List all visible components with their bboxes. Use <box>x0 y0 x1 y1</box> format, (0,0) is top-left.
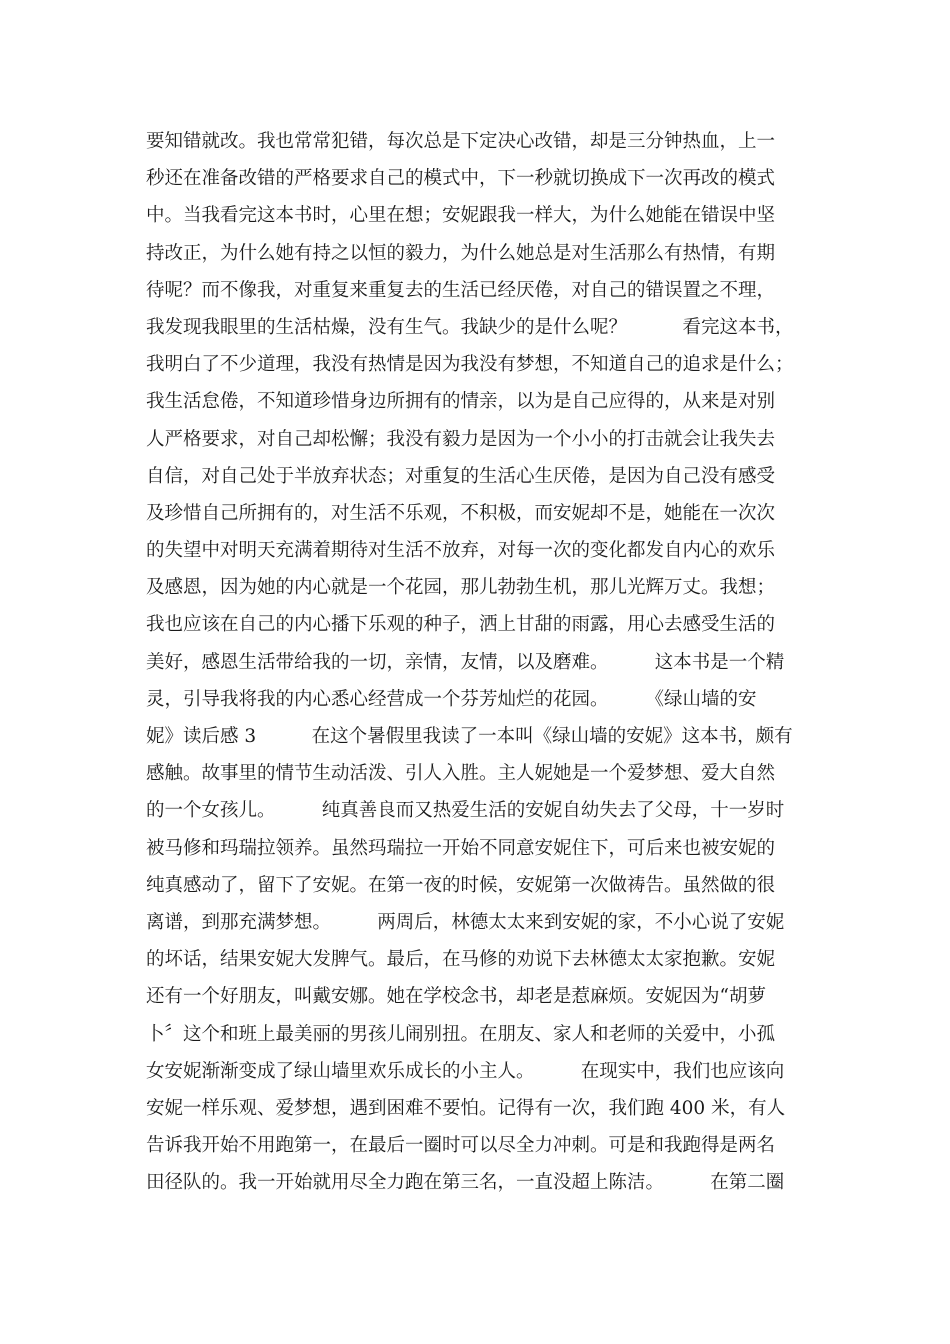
text-line: 持改正，为什么她有持之以恒的毅力，为什么她总是对生活那么有热情，有期 <box>146 242 776 264</box>
text-line: 离谱，到那充满梦想。 两周后，林德太太来到安妮的家，不小心说了安妮 <box>146 911 785 933</box>
text-line: 还有一个好朋友，叫戴安娜。她在学校念书，却老是惹麻烦。安妮因为“胡萝 <box>146 986 766 1008</box>
text-line: 我发现我眼里的生活枯燥，没有生气。我缺少的是什么呢？ 看完这本书， <box>146 316 794 338</box>
text-line: 人严格要求，对自己却松懈；我没有毅力是因为一个小小的打击就会让我失去 <box>146 428 776 450</box>
text-line: 待呢？而不像我，对重复来重复去的生活已经厌倦，对自己的错误置之不理， <box>146 279 776 301</box>
text-line: 田径队的。我一开始就用尽全力跑在第三名，一直没超上陈洁。 在第二圈 <box>146 1172 785 1194</box>
text-line: 要知错就改。我也常常犯错，每次总是下定决心改错，却是三分钟热血，上一 <box>146 131 776 152</box>
text-line: 灵，引导我将我的内心悉心经营成一个芬芳灿烂的花园。 《绿山墙的安 <box>146 688 757 710</box>
text-line: 我生活怠倦，不知道珍惜身边所拥有的情亲，以为是自己应得的，从来是对别 <box>146 391 776 413</box>
body-text <box>146 123 816 1201</box>
text-line: 的一个女孩儿。 纯真善良而又热爱生活的安妮自幼失去了父母，十一岁时 <box>146 800 785 822</box>
text-line: 美好，感恩生活带给我的一切，亲情，友情，以及磨难。 这本书是一个精 <box>146 651 785 673</box>
text-line: 卜〞这个和班上最美丽的男孩儿闹别扭。在朋友、家人和老师的关爱中，小孤 <box>146 1023 776 1045</box>
text-line: 被马修和玛瑞拉领养。虽然玛瑞拉一开始不同意安妮住下，可后来也被安妮的 <box>146 837 776 859</box>
text-line: 自信，对自己处于半放弃状态；对重复的生活心生厌倦，是因为自己没有感受 <box>146 465 776 487</box>
text-line: 及感恩，因为她的内心就是一个花园，那儿勃勃生机，那儿光辉万丈。我想； <box>146 577 776 599</box>
text-line: 及珍惜自己所拥有的，对生活不乐观，不积极，而安妮却不是，她能在一次次 <box>146 502 776 524</box>
text-line: 的坏话，结果安妮大发脾气。最后，在马修的劝说下去林德太太家抱歉。安妮 <box>146 949 776 971</box>
text-line: 安妮一样乐观、爱梦想，遇到困难不要怕。记得有一次，我们跑 400 米，有人 <box>146 1097 786 1119</box>
text-line: 我也应该在自己的内心播下乐观的种子，洒上甘甜的雨露，用心去感受生活的 <box>146 614 776 636</box>
text-line: 纯真感动了，留下了安妮。在第一夜的时候，安妮第一次做祷告。虽然做的很 <box>146 874 776 896</box>
text-line: 女安妮渐渐变成了绿山墙里欢乐成长的小主人。 在现实中，我们也应该向 <box>146 1060 785 1082</box>
text-line: 中。当我看完这本书时，心里在想；安妮跟我一样大，为什么她能在错误中坚 <box>146 205 776 227</box>
text-line: 感触。故事里的情节生动活泼、引人入胜。主人妮她是一个爱梦想、爱大自然 <box>146 763 776 785</box>
text-line: 的失望中对明天充满着期待对生活不放弃，对每一次的变化都发自内心的欢乐 <box>146 540 776 562</box>
text-line: 告诉我开始不用跑第一，在最后一圈时可以尽全力冲刺。可是和我跑得是两名 <box>146 1135 776 1157</box>
text-line: 妮》读后感 3 在这个暑假里我读了一本叫《绿山墙的安妮》这本书，颇有 <box>146 726 793 747</box>
text-line: 秒还在准备改错的严格要求自己的模式中，下一秒就切换成下一次再改的模式 <box>146 168 776 190</box>
text-line: 我明白了不少道理，我没有热情是因为我没有梦想，不知道自己的追求是什么； <box>146 354 794 376</box>
